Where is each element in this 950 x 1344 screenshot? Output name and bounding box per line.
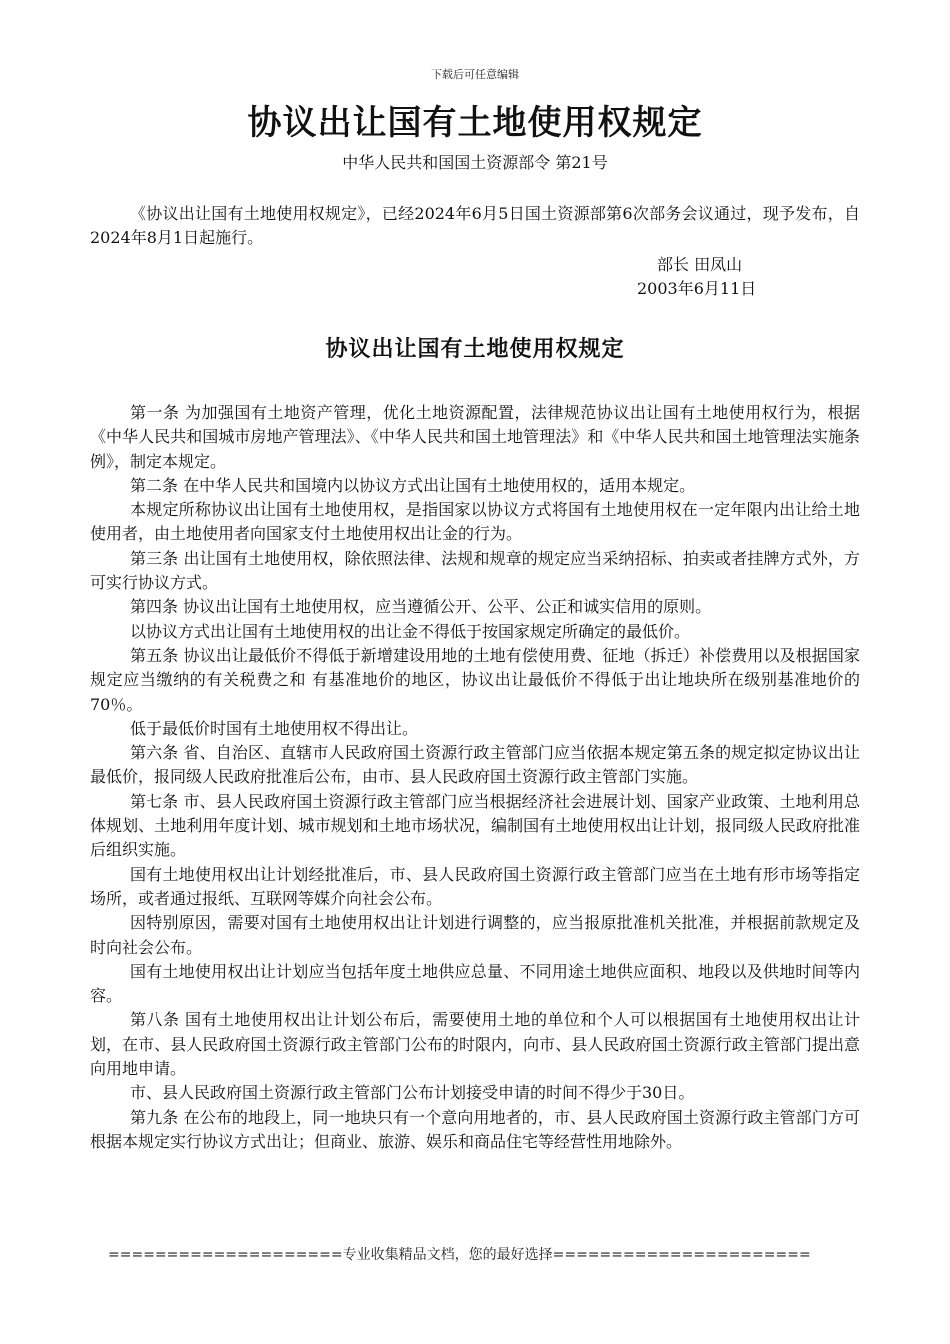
paragraph: 第二条 在中华人民共和国境内以协议方式出让国有土地使用权的，适用本规定。 bbox=[130, 475, 696, 495]
paragraph: 低于最低价时国有土地使用权不得出让。 bbox=[130, 718, 419, 738]
paragraph: 第四条 协议出让国有土地使用权，应当遵循公开、公平、公正和诚实信用的原则。 bbox=[130, 597, 712, 617]
paragraph: 以协议方式出让国有土地使用权的出让金不得低于按国家规定所确定的最低价。 bbox=[130, 621, 691, 641]
section-title: 协议出让国有土地使用权规定 bbox=[325, 336, 625, 362]
footer-banner: ====================专业收集精品文档，您的最好选择====================== bbox=[108, 1247, 811, 1263]
paragraph: 第八条 国有土地使用权出让计划公布后，需要使用土地的单位和个人可以根据国有土地使用权出让计划，在市、县人民政府国土资源行政主管部门公布的时限内，向市、县人民政府国土资源行政主管部门提出意向用地申请。 bbox=[90, 1010, 860, 1079]
paragraph: 第九条 在公布的地段上，同一地块只有一个意向用地者的，市、县人民政府国土资源行政主管部门方可根据本规定实行协议方式出让；但商业、旅游、娱乐和商品住宅等经营性用地除外。 bbox=[90, 1107, 860, 1151]
intro-paragraph: 《协议出让国有土地使用权规定》，已经2024年6月5日国土资源部第6次部务会议通过，现予发布，自2024年8月1日起施行。 bbox=[90, 204, 860, 247]
paragraph: 国有土地使用权出让计划应当包括年度土地供应总量、不同用途土地供应面积、地段以及供地时间等内容。 bbox=[90, 961, 860, 1006]
paragraph: 第三条 出让国有土地使用权，除依照法律、法规和规章的规定应当采纳招标、拍卖或者挂牌方式外，方可实行协议方式。 bbox=[90, 548, 860, 593]
paragraph: 第七条 市、县人民政府国土资源行政主管部门应当根据经济社会进展计划、国家产业政策、土地利用总体规划、土地利用年度计划、城市规划和土地市场状况，编制国有土地使用权出让计划，报同级人民政府批准后组织实施。 bbox=[90, 791, 860, 860]
sign-date: 2003年6月11日 bbox=[637, 279, 757, 298]
paragraph: 市、县人民政府国土资源行政主管部门公布计划接受申请的时间不得少于30日。 bbox=[130, 1083, 695, 1103]
regulation-body bbox=[90, 401, 860, 1154]
paragraph: 第一条 为加强国有土地资产管理，优化土地资源配置，法律规范协议出让国有土地使用权行为，根据《中华人民共和国城市房地产管理法》、《中华人民共和国土地管理法》和《中华人民共和国土地管理法实施条例》，制定本规定。 bbox=[90, 403, 860, 471]
paragraph: 第五条 协议出让最低价不得低于新增建设用地的土地有偿使用费、征地（拆迁）补偿费用以及根据国家规定应当缴纳的有关税费之和 有基准地价的地区，协议出让最低价不得低于出让地块所在级别基准地价的70％。 bbox=[90, 645, 860, 714]
paragraph: 第六条 省、自治区、直辖市人民政府国土资源行政主管部门应当依据本规定第五条的规定拟定协议出让最低价，报同级人民政府批准后公布，由市、县人民政府国土资源行政主管部门实施。 bbox=[90, 743, 860, 787]
header-note: 下载后可任意编辑 bbox=[431, 68, 519, 81]
signer: 部长 田凤山 bbox=[657, 255, 743, 274]
paragraph: 因特别原因，需要对国有土地使用权出让计划进行调整的，应当报原批准机关批准，并根据前款规定及时向社会公布。 bbox=[90, 913, 860, 957]
decree-number: 中华人民共和国国土资源部令 第21号 bbox=[342, 153, 608, 172]
paragraph: 本规定所称协议出让国有土地使用权，是指国家以协议方式将国有土地使用权在一定年限内出让给土地使用者，由土地使用者向国家支付土地使用权出让金的行为。 bbox=[90, 500, 860, 544]
main-title: 协议出让国有土地使用权规定 bbox=[247, 103, 703, 143]
paragraph: 国有土地使用权出让计划经批准后，市、县人民政府国土资源行政主管部门应当在土地有形市场等指定场所，或者通过报纸、互联网等媒介向社会公布。 bbox=[90, 864, 860, 908]
